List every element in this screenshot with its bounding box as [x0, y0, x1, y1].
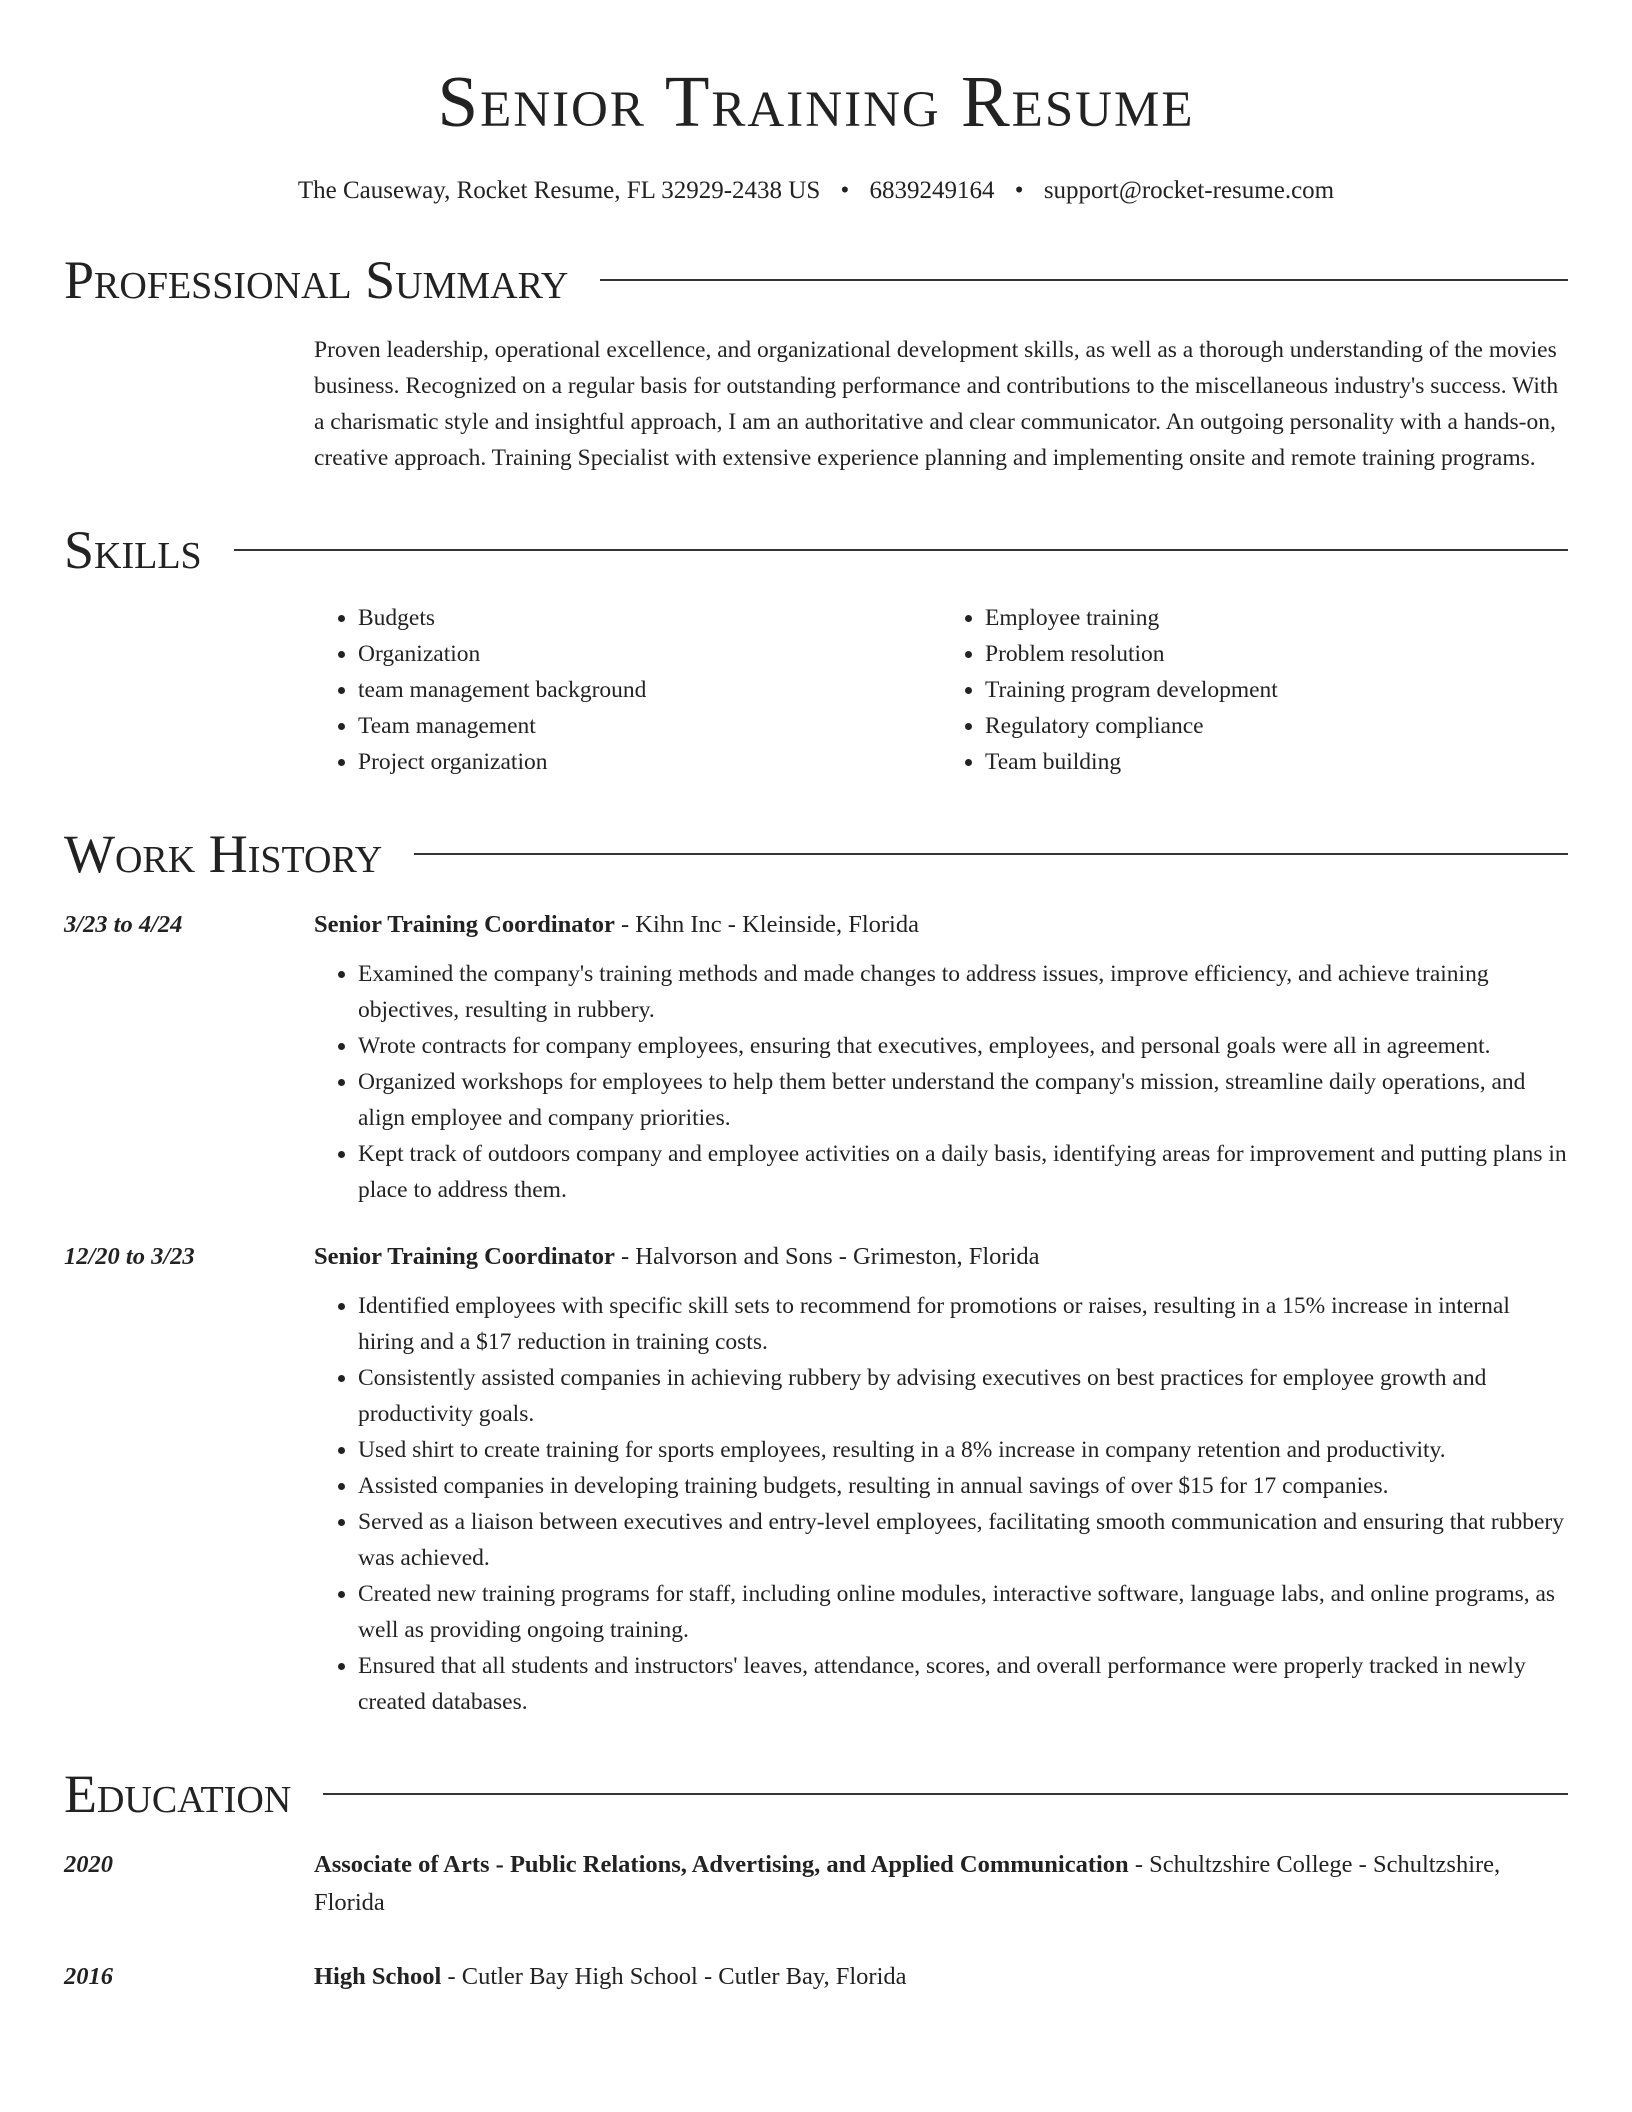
job-entry — [64, 906, 1568, 1208]
job-bullets — [314, 956, 1568, 1208]
education-school: - Schultzshire College - Schultzshire, Florida — [314, 1851, 1501, 1916]
skill-item: • Team building — [985, 744, 1568, 780]
job-bullet: • Wrote contracts for company employees, ensuring that executives, employees, and personal goals were all in agreement. — [358, 1028, 1568, 1064]
job-bullet: • Identified employees with specific skill sets to recommend for promotions or raises, resulting in a 15% increase in internal hiring and a $17 reduction in training costs. — [358, 1288, 1568, 1360]
resume-name: Senior Training Resume — [437, 61, 1195, 142]
education-entry — [64, 1846, 1568, 1922]
job-employer: - Kihn Inc - Kleinside, Florida — [614, 911, 919, 938]
job-bullet: • Served as a liaison between executives and entry-level employees, facilitating smooth communication and ensuring that rubbery was achieved. — [358, 1504, 1568, 1576]
skill-item: • Project organization — [358, 744, 941, 780]
skill-item: • Organization — [358, 636, 941, 672]
work-section-header — [64, 824, 1568, 884]
job-employer: - Halvorson and Sons - Grimeston, Florida — [614, 1243, 1040, 1270]
education-school: - Cutler Bay High School - Cutler Bay, Florida — [441, 1963, 907, 1990]
job-bullet: • Organized workshops for employees to help them better understand the company's mission, streamline daily operations, and align employee and company priorities. — [358, 1064, 1568, 1136]
job-bullet: • Consistently assisted companies in achieving rubbery by advising executives on best practices for employee growth and productivity goals. — [358, 1360, 1568, 1432]
job-bullet: • Used shirt to create training for sports employees, resulting in a 8% increase in company retention and productivity. — [358, 1432, 1568, 1468]
summary-text: Proven leadership, operational excellence, and organizational development skills, as well as a thorough understanding of the movies business. Recognized on a regular basis for outstanding performance and contributions to the miscellaneous industry's success. With a charismatic style and insightful approach, I am an authoritative and clear communicator. An outgoing personality with a hands-on, creative approach. Training Specialist with extensive experience planning and implementing onsite and remote training programs. — [314, 337, 1559, 471]
education-degree: High School — [314, 1963, 442, 1990]
job-dates: 3/23 to 4/24 — [64, 911, 183, 938]
skill-item: • Regulatory compliance — [985, 708, 1568, 744]
job-title-line — [314, 1238, 1568, 1276]
contact-address: The Causeway, Rocket Resume, FL 32929-2438 US — [297, 177, 821, 204]
job-body — [314, 1238, 1568, 1720]
job-bullets — [314, 1288, 1568, 1720]
section-divider — [414, 853, 1568, 855]
job-dates: 12/20 to 3/23 — [64, 1243, 195, 1270]
section-divider — [234, 549, 1568, 551]
job-bullet: • Created new training programs for staff, including online modules, interactive software, language labs, and online programs, as well as providing ongoing training. — [358, 1576, 1568, 1648]
contact-separator: • — [840, 177, 850, 204]
skill-item: • Employee training — [985, 600, 1568, 636]
education-body — [314, 1958, 1568, 1996]
job-bullet: • Examined the company's training methods and made changes to address issues, improve efficiency, and achieve training objectives, resulting in rubbery. — [358, 956, 1568, 1028]
job-bullet: • Ensured that all students and instructors' leaves, attendance, scores, and overall performance were properly tracked in newly created databases. — [358, 1648, 1568, 1720]
skills-column-right — [941, 600, 1568, 780]
skill-item: • Team management — [358, 708, 941, 744]
education-degree: Associate of Arts - Public Relations, Advertising, and Applied Communication — [314, 1851, 1129, 1878]
section-divider — [600, 279, 1568, 281]
skill-item: • Training program development — [985, 672, 1568, 708]
education-title-line — [314, 1846, 1568, 1922]
skills-heading: Skills — [64, 520, 202, 580]
skills-list — [314, 600, 1568, 780]
education-heading: Education — [64, 1764, 292, 1824]
job-title: Senior Training Coordinator — [314, 911, 615, 938]
education-year: 2020 — [64, 1851, 113, 1878]
section-divider — [323, 1793, 1568, 1795]
skills-column-left — [314, 600, 941, 780]
skill-item: • team management background — [358, 672, 941, 708]
work-heading: Work History — [64, 824, 383, 884]
contact-separator: • — [1014, 177, 1024, 204]
summary-heading: Professional Summary — [64, 250, 569, 310]
summary-section-header — [64, 250, 1568, 310]
job-bullet: • Assisted companies in developing training budgets, resulting in annual savings of over $15 for 17 companies. — [358, 1468, 1568, 1504]
skill-item: • Budgets — [358, 600, 941, 636]
education-section-header — [64, 1764, 1568, 1824]
education-body — [314, 1846, 1568, 1922]
education-year: 2016 — [64, 1963, 113, 1990]
skill-item: • Problem resolution — [985, 636, 1568, 672]
skills-section-header — [64, 520, 1568, 580]
job-title-line — [314, 906, 1568, 944]
contact-phone: 6839249164 — [869, 177, 995, 204]
contact-line — [64, 176, 1568, 206]
education-entry — [64, 1958, 1568, 1996]
contact-email: support@rocket-resume.com — [1043, 177, 1335, 204]
job-title: Senior Training Coordinator — [314, 1243, 615, 1270]
job-bullet: • Kept track of outdoors company and employee activities on a daily basis, identifying areas for improvement and putting plans in place to address them. — [358, 1136, 1568, 1208]
education-title-line — [314, 1958, 1568, 1996]
job-entry — [64, 1238, 1568, 1720]
resume-page — [64, 0, 1568, 1996]
job-body — [314, 906, 1568, 1208]
